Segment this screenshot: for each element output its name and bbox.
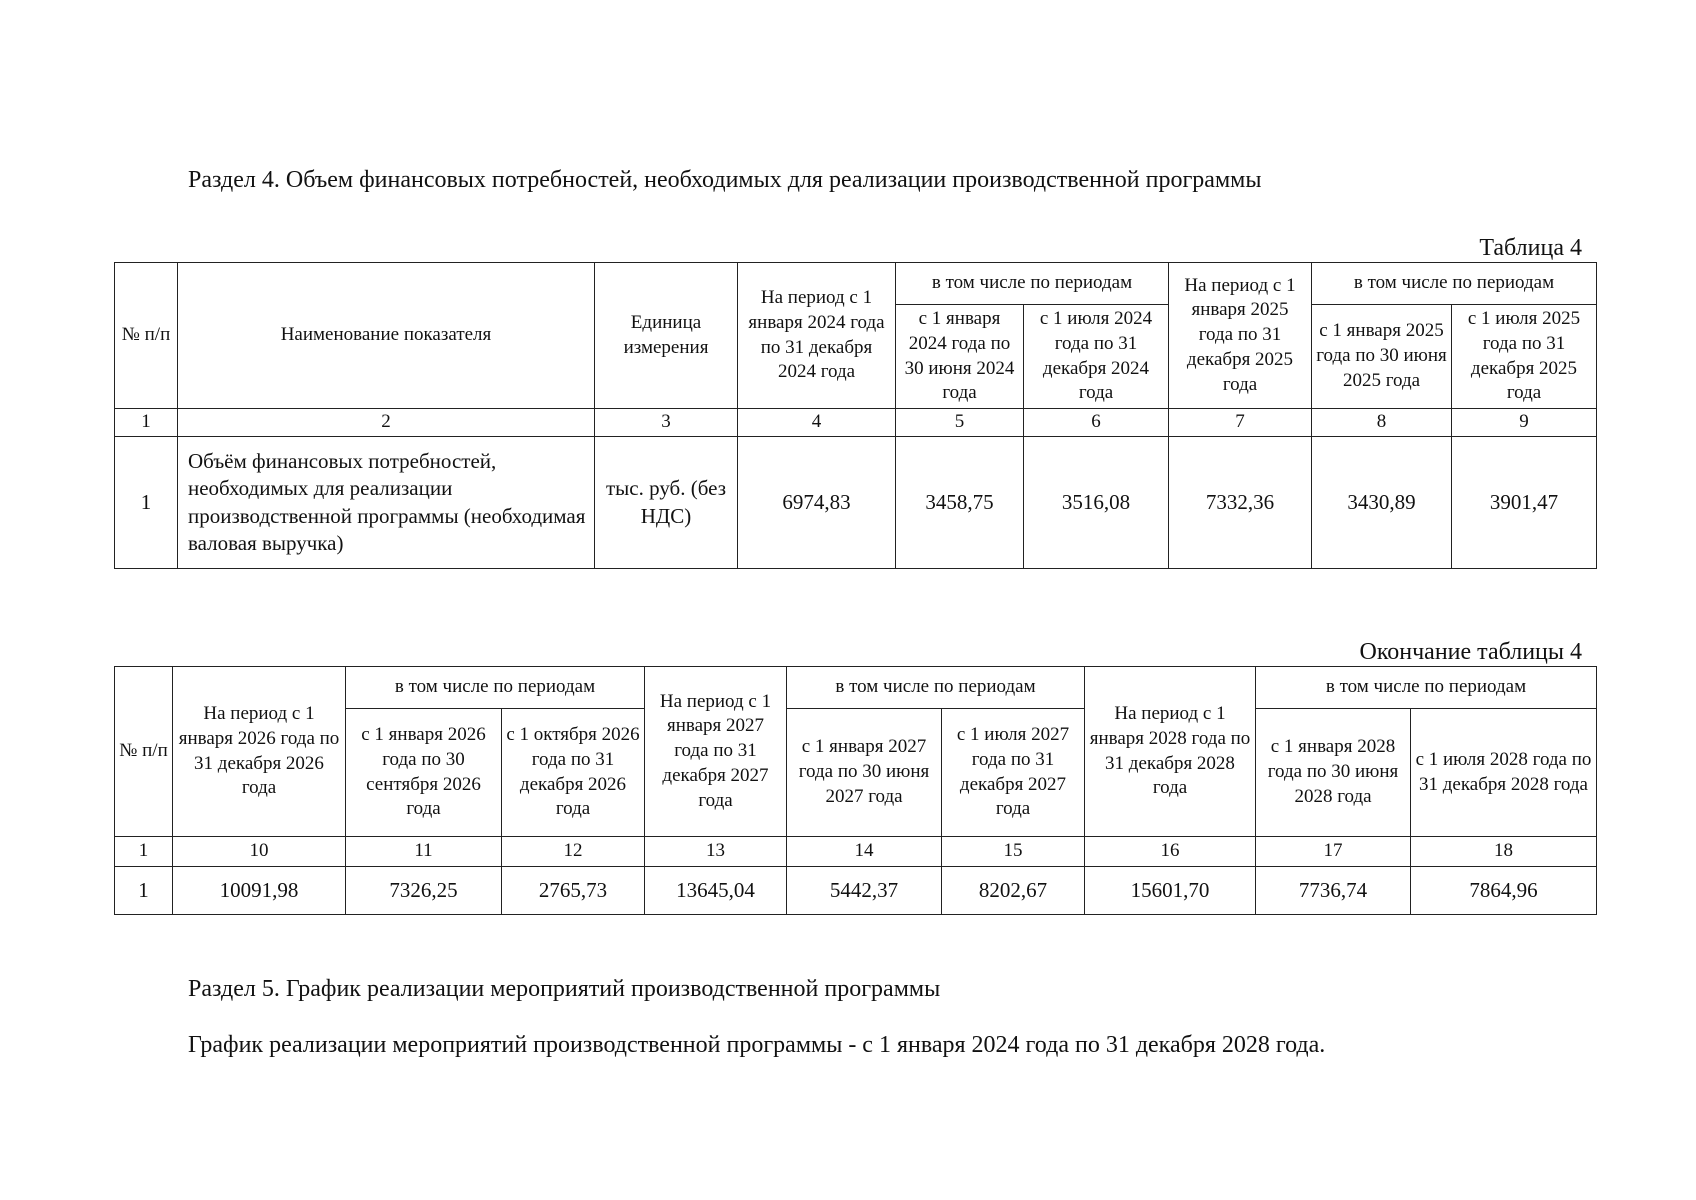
value-h2-2025: 3901,47 <box>1452 437 1597 569</box>
column-number: 7 <box>1169 409 1312 437</box>
table4-column-numbers <box>115 409 1597 437</box>
table4-continuation <box>114 666 1597 915</box>
column-number: 1 <box>115 409 178 437</box>
column-number: 17 <box>1256 837 1411 867</box>
column-number: 5 <box>896 409 1024 437</box>
header-h1-2028: с 1 января 2028 года по 30 июня 2028 года <box>1256 709 1411 837</box>
row-num: 1 <box>115 867 173 915</box>
column-number: 2 <box>178 409 595 437</box>
column-number: 4 <box>738 409 896 437</box>
section4-heading: Раздел 4. Объем финансовых потребностей, необходимых для реализации производственной программы <box>188 167 1262 193</box>
value-2024: 6974,83 <box>738 437 896 569</box>
table4-caption: Таблица 4 <box>1479 235 1582 261</box>
column-number: 12 <box>502 837 645 867</box>
column-number: 1 <box>115 837 173 867</box>
section5-heading: Раздел 5. График реализации мероприятий производственной программы <box>188 976 941 1002</box>
column-number: 3 <box>595 409 738 437</box>
continuation-column-numbers <box>115 837 1597 867</box>
header-h2-2028: с 1 июля 2028 года по 31 декабря 2028 года <box>1411 709 1597 837</box>
header-subperiods-2026: в том числе по периодам <box>346 667 645 709</box>
value-q1-2026: 7326,25 <box>346 867 502 915</box>
header-h2-2027: с 1 июля 2027 года по 31 декабря 2027 года <box>942 709 1085 837</box>
column-number: 15 <box>942 837 1085 867</box>
column-number: 16 <box>1085 837 1256 867</box>
column-number: 11 <box>346 837 502 867</box>
header-period-2025: На период с 1 января 2025 года по 31 декабря 2025 года <box>1169 263 1312 409</box>
header-num: № п/п <box>115 667 173 837</box>
header-period-2026: На период с 1 января 2026 года по 31 декабря 2026 года <box>173 667 346 837</box>
value-h1-2024: 3458,75 <box>896 437 1024 569</box>
value-2028: 15601,70 <box>1085 867 1256 915</box>
header-subperiods-2024: в том числе по периодам <box>896 263 1169 305</box>
header-period-2028: На период с 1 января 2028 года по 31 декабря 2028 года <box>1085 667 1256 837</box>
table-row <box>115 437 1597 569</box>
header-period-2024: На период с 1 января 2024 года по 31 декабря 2024 года <box>738 263 896 409</box>
header-period-2027: На период с 1 января 2027 года по 31 декабря 2027 года <box>645 667 787 837</box>
table4-header-row <box>115 263 1597 305</box>
value-h2-2024: 3516,08 <box>1024 437 1169 569</box>
column-number: 6 <box>1024 409 1169 437</box>
header-h1-2024: с 1 января 2024 года по 30 июня 2024 года <box>896 305 1024 409</box>
column-number: 8 <box>1312 409 1452 437</box>
header-h2-2025: с 1 июля 2025 года по 31 декабря 2025 года <box>1452 305 1597 409</box>
value-h2-2027: 8202,67 <box>942 867 1085 915</box>
column-number: 10 <box>173 837 346 867</box>
header-q4-2026: с 1 октября 2026 года по 31 декабря 2026 года <box>502 709 645 837</box>
value-h2-2028: 7864,96 <box>1411 867 1597 915</box>
header-subperiods-2025: в том числе по периодам <box>1312 263 1597 305</box>
table4-continuation-caption: Окончание таблицы 4 <box>1359 639 1582 665</box>
table-row <box>115 867 1597 915</box>
header-num: № п/п <box>115 263 178 409</box>
header-h2-2024: с 1 июля 2024 года по 31 декабря 2024 года <box>1024 305 1169 409</box>
header-subperiods-2027: в том числе по периодам <box>787 667 1085 709</box>
table4 <box>114 262 1597 569</box>
value-2025: 7332,36 <box>1169 437 1312 569</box>
value-h1-2028: 7736,74 <box>1256 867 1411 915</box>
value-h1-2027: 5442,37 <box>787 867 942 915</box>
header-unit: Единица измерения <box>595 263 738 409</box>
value-h1-2025: 3430,89 <box>1312 437 1452 569</box>
header-h1-2027: с 1 января 2027 года по 30 июня 2027 года <box>787 709 942 837</box>
header-name: Наименование показателя <box>178 263 595 409</box>
row-unit: тыс. руб. (без НДС) <box>595 437 738 569</box>
column-number: 13 <box>645 837 787 867</box>
column-number: 14 <box>787 837 942 867</box>
continuation-header-row <box>115 667 1597 709</box>
header-q1-2026: с 1 января 2026 года по 30 сентября 2026 года <box>346 709 502 837</box>
row-name: Объём финансовых потребностей, необходимых для реализации производственной программы (необходимая валовая выручка) <box>178 437 595 569</box>
value-q4-2026: 2765,73 <box>502 867 645 915</box>
value-2026: 10091,98 <box>173 867 346 915</box>
row-num: 1 <box>115 437 178 569</box>
value-2027: 13645,04 <box>645 867 787 915</box>
column-number: 9 <box>1452 409 1597 437</box>
section5-text: График реализации мероприятий производственной программы - с 1 января 2024 года по 31 декабря 2028 года. <box>188 1032 1326 1058</box>
header-h1-2025: с 1 января 2025 года по 30 июня 2025 года <box>1312 305 1452 409</box>
header-subperiods-2028: в том числе по периодам <box>1256 667 1597 709</box>
column-number: 18 <box>1411 837 1597 867</box>
